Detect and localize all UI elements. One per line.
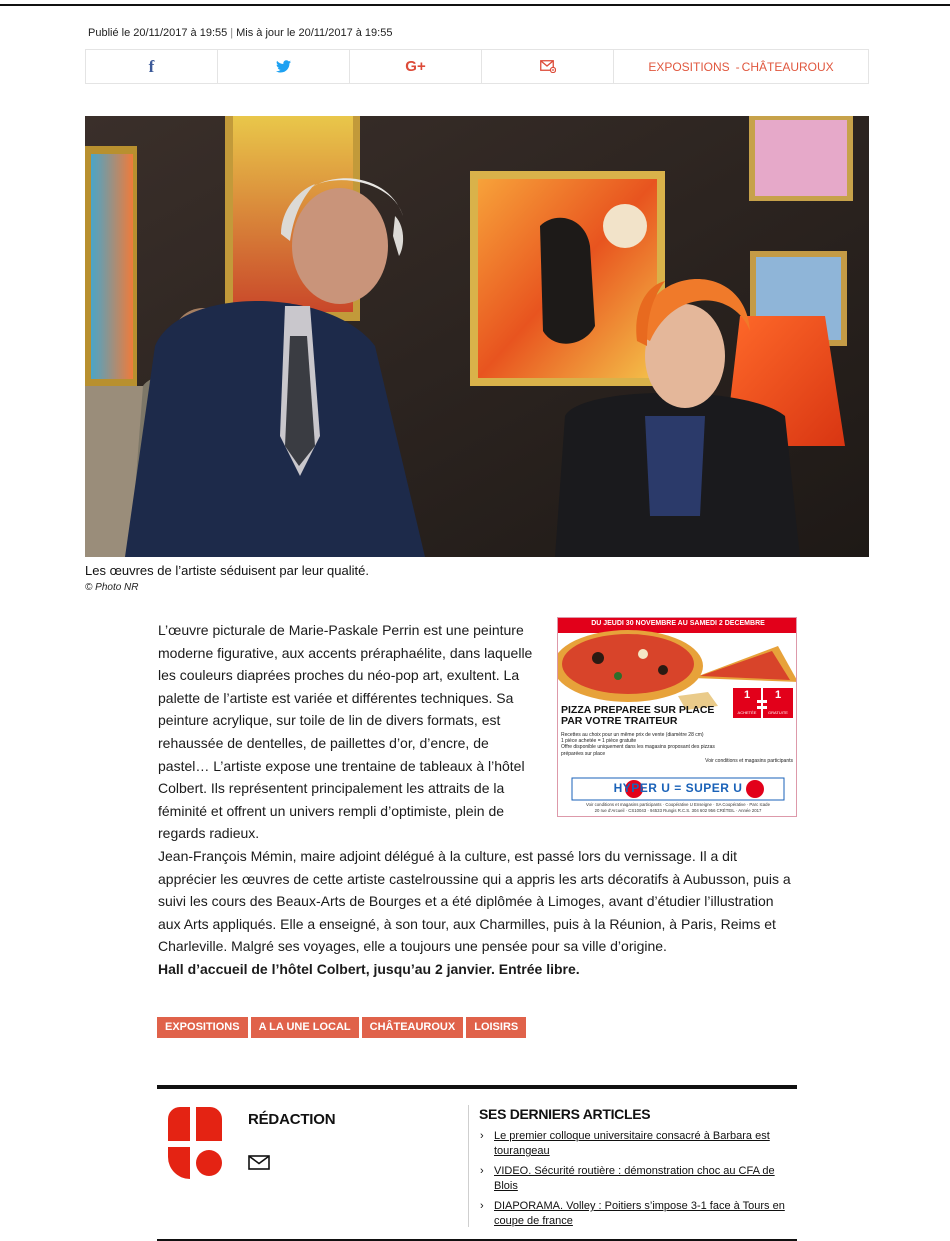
author-box bbox=[157, 1085, 797, 1241]
nr-logo-mark bbox=[168, 1107, 222, 1179]
article-paragraph-3 bbox=[158, 958, 798, 981]
ad-fine-line5: Voir conditions et magasins participants bbox=[705, 757, 793, 764]
twitter-icon bbox=[276, 60, 291, 73]
ad-legal-line2: 20 rue d’Arcueil · CS10043 · 94533 Rungis R.C.S. 304 602 956 CRÉTEIL · Année 2017 bbox=[594, 808, 762, 813]
google-plus-icon: G+ bbox=[405, 58, 426, 75]
email-icon bbox=[540, 60, 556, 73]
category-link-chateauroux[interactable]: CHÂTEAUROUX bbox=[741, 59, 834, 74]
article-photo bbox=[85, 116, 869, 557]
latest-article-item bbox=[479, 1164, 789, 1194]
latest-articles-title: SES DERNIERS ARTICLES bbox=[479, 1106, 651, 1122]
ad-badge-left-label: ACHETÉE bbox=[737, 710, 757, 715]
author-divider bbox=[468, 1105, 469, 1227]
nr-logo bbox=[168, 1107, 222, 1184]
chevron-right-icon: › bbox=[480, 1130, 484, 1142]
latest-article-item bbox=[479, 1199, 789, 1229]
chevron-right-icon: › bbox=[480, 1200, 484, 1212]
ad-fine-line3: Offre disponible uniquement dans les magasins proposant des pizzas bbox=[561, 744, 715, 751]
publication-dates bbox=[88, 27, 392, 39]
ad-headline-line2: PAR VOTRE TRAITEUR bbox=[561, 715, 678, 727]
photo-credit: © Photo NR bbox=[85, 582, 139, 593]
author-name: RÉDACTION bbox=[248, 1111, 336, 1128]
ad-badge-right-number: 1 bbox=[774, 689, 782, 701]
article-paragraph-1: L’œuvre picturale de Marie-Paskale Perrin est une peinture moderne figurative, aux accents préraphaélite, dans laquelle les couleurs diaprées proches du néo-pop art, exultent. La palette de l’artiste est variée et différentes techniques. Sa peinture acrylique, sur toile de lin de divers formats, est rehaussée de dentelles, de paillettes d’or, d’encre, de pastel… L’artiste expose une trentaine de tableaux à l’hôtel Colbert. Ils représentent principalement les attraits de la féminité et offrent un univers rempli d’optimiste, plein de regards radieux. bbox=[158, 622, 533, 842]
ad-badge-left-number: 1 bbox=[743, 689, 751, 701]
tag-expositions[interactable]: EXPOSITIONS bbox=[157, 1017, 248, 1038]
ad-banner: DU JEUDI 30 NOVEMBRE AU SAMEDI 2 DECEMBRE bbox=[591, 620, 765, 627]
photo-illustration bbox=[85, 116, 869, 557]
tag-loisirs[interactable]: LOISIRS bbox=[466, 1017, 526, 1038]
tag-list bbox=[157, 1017, 526, 1038]
tag-chateauroux[interactable]: CHÂTEAUROUX bbox=[362, 1017, 464, 1038]
breadcrumb-categories bbox=[614, 50, 868, 83]
ad-headline-line1: PIZZA PREPAREE SUR PLACE bbox=[561, 704, 715, 716]
ad-fine-line4: préparées sur place bbox=[561, 750, 606, 757]
facebook-icon: f bbox=[148, 56, 155, 76]
updated-date: Mis à jour le 20/11/2017 à 19:55 bbox=[236, 27, 393, 39]
article-body bbox=[158, 619, 798, 981]
share-twitter-button[interactable] bbox=[218, 50, 350, 83]
latest-article-link[interactable]: Le premier colloque universitaire consacré à Barbara est tourangeau bbox=[494, 1130, 770, 1157]
latest-article-link[interactable]: VIDEO. Sécurité routière : démonstration choc au CFA de Blois bbox=[494, 1165, 775, 1192]
share-email-button[interactable] bbox=[482, 50, 614, 83]
ad-fine-line1: Recettes au choix pour un même prix de vente (diamètre 28 cm) bbox=[561, 732, 704, 738]
tag-a-la-une-local[interactable]: A LA UNE LOCAL bbox=[251, 1017, 359, 1038]
latest-article-link[interactable]: DIAPORAMA. Volley : Poitiers s’impose 3-1 face à Tours en coupe de france bbox=[494, 1200, 785, 1227]
article-info-bold: Hall d’accueil de l’hôtel Colbert, jusqu’au 2 janvier. Entrée libre. bbox=[158, 960, 580, 977]
category-separator: - bbox=[735, 59, 740, 74]
share-bar bbox=[85, 49, 869, 84]
ad-fine-line2: 1 pièce achetée = 1 pièce gratuite bbox=[561, 738, 637, 745]
date-separator: | bbox=[230, 27, 234, 39]
chevron-right-icon: › bbox=[480, 1165, 484, 1177]
published-date: Publié le 20/11/2017 à 19:55 bbox=[88, 27, 228, 39]
article-paragraph-2: Jean-François Mémin, maire adjoint délégué à la culture, est passé lors du vernissage. Il a dit apprécier les œuvres de cette artiste castelroussine qui a appris les arts décoratifs à Aubusson, puis a suivi les cours des Beaux-Arts de Bourges et a été diplômée à Limoges, avant d’étudier l’illustration aux Arts appliqués. Elle a enseigné, à son tour, aux Charmilles, puis à la Réunion, à Paris, Reims et Charleville. Malgré ses voyages, elle a toujours une pensée pour sa ville d’origine. bbox=[158, 847, 791, 955]
photo-caption: Les œuvres de l’artiste séduisent par leur qualité. bbox=[85, 563, 369, 578]
latest-articles-list bbox=[479, 1129, 789, 1234]
latest-article-item bbox=[479, 1129, 789, 1159]
ad-brand: HYPER U = SUPER U bbox=[613, 781, 743, 795]
share-facebook-button[interactable] bbox=[86, 50, 218, 83]
category-link-expositions[interactable]: EXPOSITIONS bbox=[648, 59, 730, 74]
author-contact-button[interactable] bbox=[248, 1155, 270, 1175]
envelope-icon bbox=[248, 1155, 270, 1170]
ad-badge-right-label: GRATUITE bbox=[768, 710, 788, 715]
share-google-plus-button[interactable] bbox=[350, 50, 482, 83]
ad-legal-line1: Voir conditions et magasins participants · Coopérative U Enseigne · SA Coopérative · Parc Icade bbox=[586, 802, 770, 807]
top-rule bbox=[0, 4, 950, 6]
